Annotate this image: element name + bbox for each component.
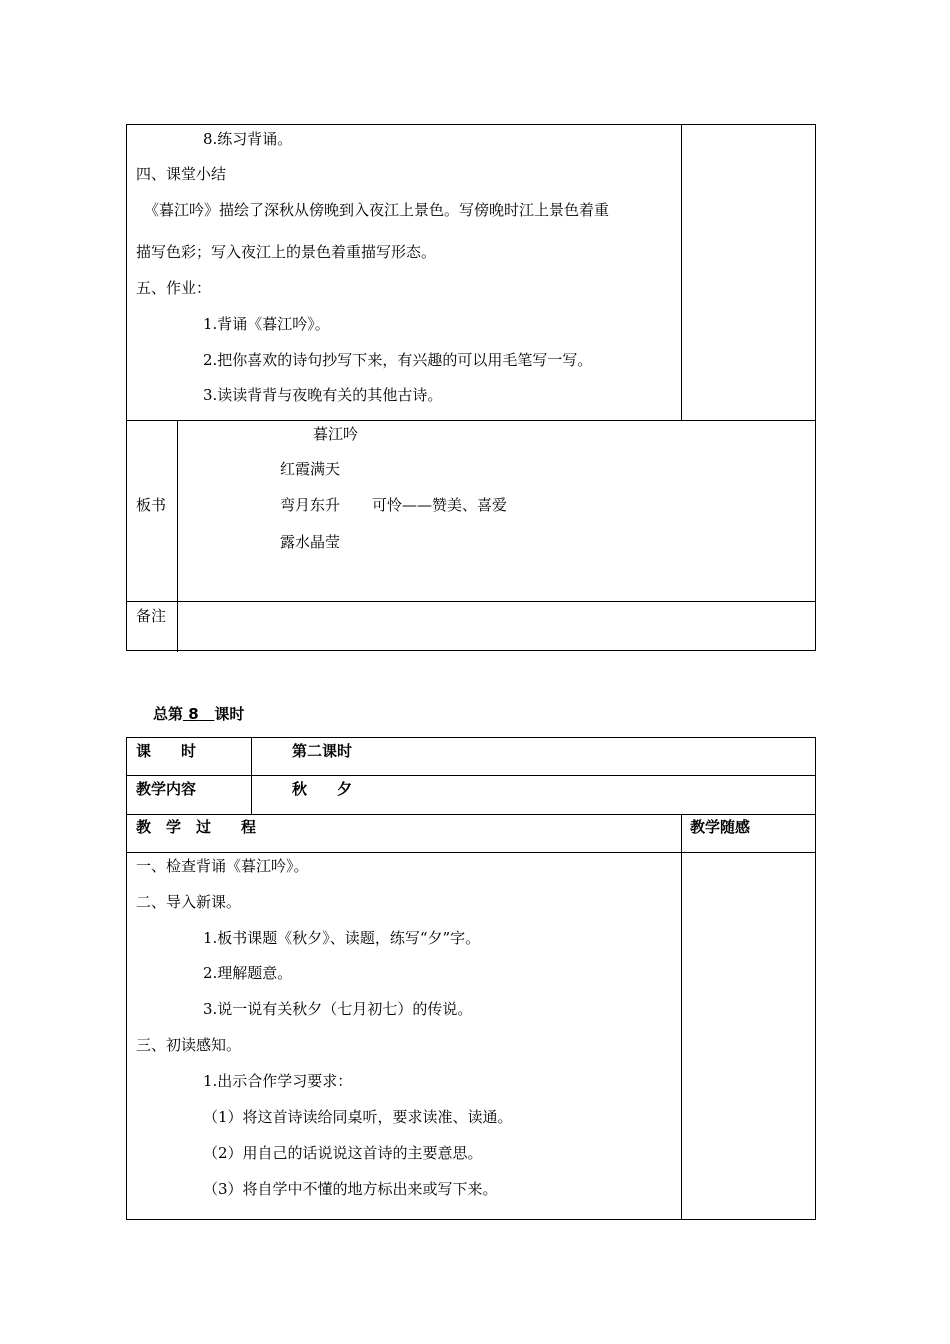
text-line: 3.读读背背与夜晚有关的其他古诗。 [203,386,443,404]
process-label: 教 学 过 程 [136,818,257,836]
notes-label: 备注 [136,607,167,625]
text-line: 描写色彩；写入夜江上的景色着重描写形态。 [136,243,437,261]
table-divider [127,852,815,853]
text-line: 8.练习背诵。 [203,130,293,148]
board-line: 露水晶莹 [280,533,341,551]
period-label: 课 时 [136,742,197,760]
section-heading: 二、导入新课。 [136,893,242,911]
board-line: 弯月东升 [280,496,341,514]
text-line: 3.说一说有关秋夕（七月初七）的传说。 [203,1000,473,1018]
text-line: 1.背诵《暮江吟》。 [203,315,330,333]
period-value: 第二课时 [292,742,353,760]
board-line: 可怜——赞美、喜爱 [372,496,508,514]
text-line: （2）用自己的话说说这首诗的主要意思。 [203,1144,483,1162]
board-title: 暮江吟 [313,425,359,443]
text-line: 《暮江吟》描绘了深秋从傍晚到入夜江上景色。写傍晚时江上景色着重 [144,201,610,219]
table-divider [127,814,815,815]
section-heading: 一、检查背诵《暮江吟》。 [136,857,309,875]
lesson-prefix: 总第 [153,705,184,723]
content-label: 教学内容 [136,780,197,798]
table-divider [681,125,682,420]
lesson-number-value: 8 [188,705,199,723]
board-line: 红霞满天 [280,460,341,478]
table-divider [251,738,252,814]
table-divider [681,814,682,1220]
notes-label: 教学随感 [690,818,751,836]
lesson-number-header [153,705,244,723]
section-heading: 五、作业： [136,279,212,297]
content-value: 秋 夕 [292,780,353,798]
text-line: 2.把你喜欢的诗句抄写下来，有兴趣的可以用毛笔写一写。 [203,351,593,369]
table-divider [127,775,815,776]
table-divider [177,420,178,652]
lesson-number [183,705,214,723]
text-line: （3）将自学中不懂的地方标出来或写下来。 [203,1180,498,1198]
table-divider [127,601,815,602]
section-heading: 四、课堂小结 [136,165,227,183]
section-heading: 三、初读感知。 [136,1036,242,1054]
text-line: （1）将这首诗读给同桌听，要求读准、读通。 [203,1108,513,1126]
text-line: 1.板书课题《秋夕》、读题，练写“夕”字。 [203,929,481,947]
text-line: 1.出示合作学习要求： [203,1072,353,1090]
table-divider [127,420,815,421]
board-label: 板书 [136,496,167,514]
text-line: 2.理解题意。 [203,964,293,982]
lesson-suffix: 课时 [214,705,245,723]
